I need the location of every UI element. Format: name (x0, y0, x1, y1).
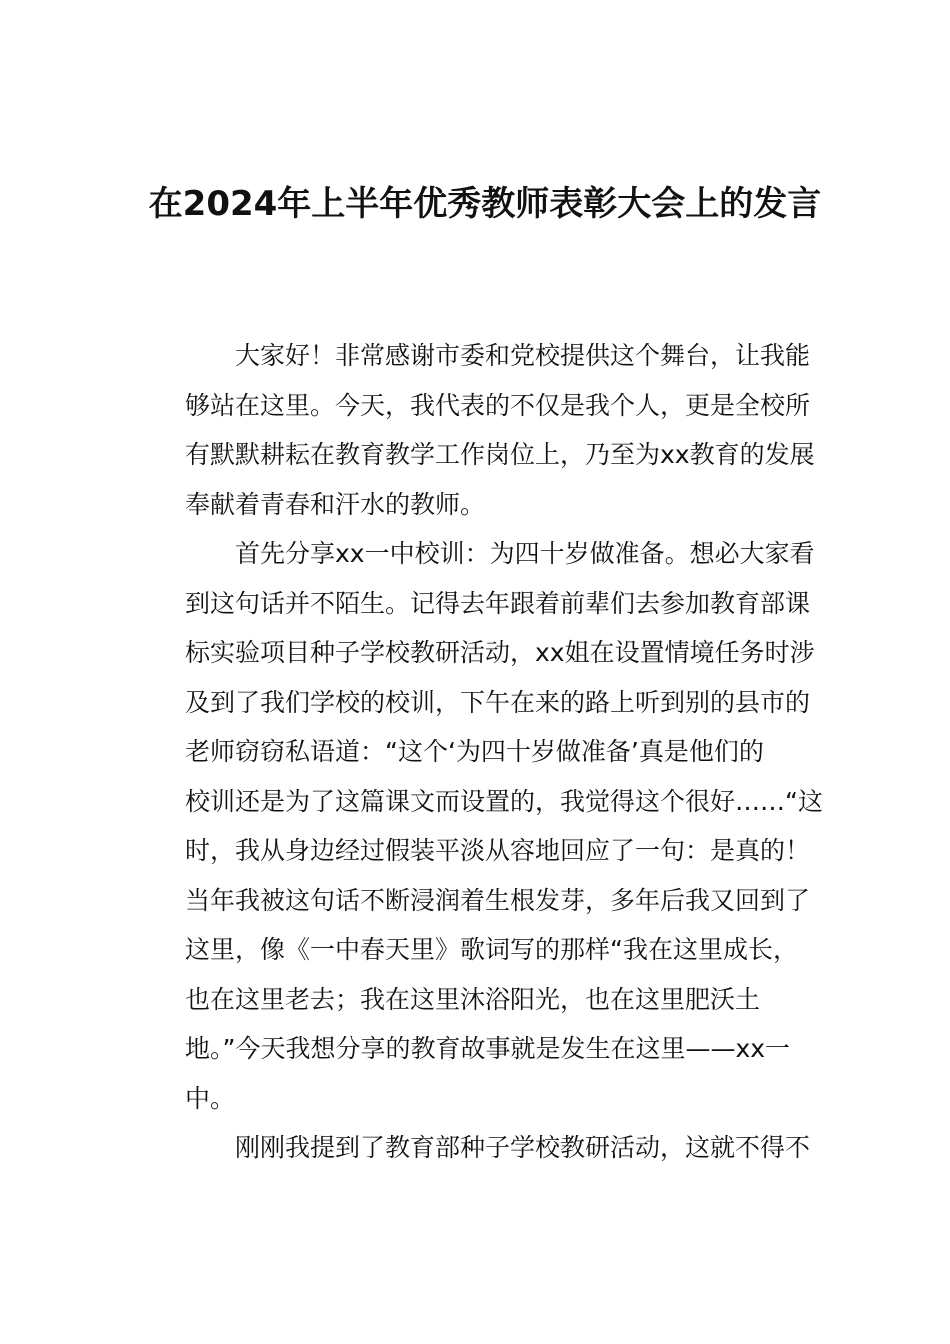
text-line: 也在这里老去；我在这里沐浴阳光，也在这里肥沃土 (185, 984, 761, 1014)
text-line: 这里，像《一中春天里》歌词写的那样“我在这里成长， (185, 935, 798, 964)
document-title: 在2024年上半年优秀教师表彰大会上的发言 (148, 184, 822, 224)
text-line: 标实验项目种子学校教研活动，xx姐在设置情境任务时涉 (185, 638, 815, 667)
text-line: 够站在这里。今天，我代表的不仅是我个人，更是全校所 (185, 390, 811, 420)
text-line: 奉献着青春和汗水的教师。 (185, 489, 486, 519)
paragraph-2 (135, 529, 835, 1123)
text-line: 地。”今天我想分享的教育故事就是发生在这里——xx一 (185, 1034, 791, 1063)
paragraph-3 (135, 1123, 835, 1173)
text-line: 中。 (185, 1083, 236, 1113)
text-line: 校训还是为了这篇课文而设置的，我觉得这个很好……“这 (185, 786, 823, 816)
text-line: 老师窃窃私语道：“这个‘为四十岁做准备’真是他们的 (185, 737, 764, 766)
text-line: 当年我被这句话不断浸润着生根发芽，多年后我又回到了 (185, 885, 811, 915)
text-line: 首先分享xx一中校训：为四十岁做准备。想必大家看 (235, 539, 815, 568)
text-line: 到这句话并不陌生。记得去年跟着前辈们去参加教育部课 (185, 588, 811, 618)
text-line: 时，我从身边经过假装平淡从容地回应了一句：是真的！ (185, 836, 811, 865)
text-line: 及到了我们学校的校训，下午在来的路上听到别的县市的 (185, 687, 811, 717)
paragraph-1 (135, 331, 835, 529)
text-line: 刚刚我提到了教育部种子学校教研活动，这就不得不 (235, 1133, 811, 1162)
text-line: 有默默耕耘在教育教学工作岗位上，乃至为xx教育的发展 (185, 440, 815, 469)
text-line: 大家好！非常感谢市委和党校提供这个舞台，让我能 (235, 341, 811, 370)
document-body (135, 331, 835, 1173)
